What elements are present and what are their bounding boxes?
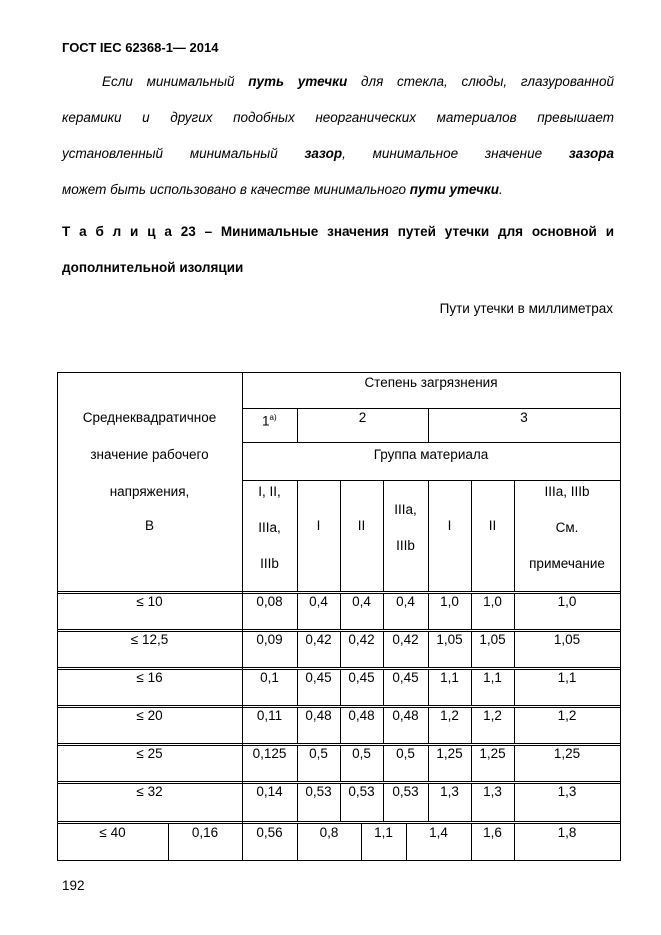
creepage-value: 1,2 [557,708,577,723]
creepage-value: 1,2 [483,708,502,723]
table-row-rule [57,821,621,822]
creepage-value: 1,25 [436,746,463,761]
creepage-value: 1,6 [483,825,502,840]
table-rule [297,480,298,591]
material-group-label: См. [555,520,579,535]
table-rule [340,480,341,591]
creepage-value: 0,4 [396,594,415,609]
material-group-label: II [488,518,497,533]
material-group-label: примечание [529,556,605,571]
creepage-value: 0,45 [305,670,332,685]
document-header: ГОСТ IEC 62368-1— 2014 [62,40,219,55]
creepage-value: 0,53 [305,784,332,799]
material-group-label: I [316,518,321,533]
creepage-value: 0,08 [256,594,283,609]
material-group-label: I, II, [258,484,281,499]
material-group-label: IIIa, [394,502,417,517]
rms-voltage-header: Среднеквадратичное [82,410,217,425]
material-group-label: IIIb [260,556,279,571]
paragraph-text: , минимальное значение [342,146,569,161]
caption-prefix: Т а б л и ц а [62,224,172,239]
creepage-value: 1,1 [374,825,393,840]
creepage-value: 1,4 [429,825,448,840]
creepage-value: 1,1 [557,670,577,685]
material-group-label: IIIa, IIIb [544,484,590,499]
voltage-cell: ≤ 10 [136,594,163,609]
creepage-value: 0,4 [309,594,328,609]
creepage-value: 0,125 [252,746,287,761]
creepage-value: 0,45 [392,670,419,685]
creepage-value: 1,25 [479,746,506,761]
creepage-value: 0,4 [352,594,371,609]
table-rule [242,480,620,481]
table-row-rule [57,629,621,630]
pollution-degree-2: 2 [358,410,367,425]
table-row-rule [57,743,621,744]
creepage-value: 1,8 [557,825,577,840]
paragraph-text: . [499,182,503,197]
defined-term: пути утечки [409,182,500,197]
voltage-cell: ≤ 40 [99,825,126,840]
creepage-value: 0,14 [256,784,283,799]
pollution-degree-1-label: 1 [262,413,270,429]
creepage-value: 1,05 [436,632,463,647]
creepage-value: 0,09 [256,632,283,647]
table-bottom-border [57,860,621,861]
caption-line-2: дополнительной изоляции [62,260,244,275]
paragraph-text: может быть использовано в качестве минимального [62,182,410,197]
material-group-label: II [357,518,366,533]
pollution-degree-1 [242,410,297,429]
table-rule [428,480,429,591]
paragraph-text: установленный минимальный [62,146,305,161]
creepage-value: 0,45 [348,670,375,685]
creepage-value: 0,53 [392,784,419,799]
rms-voltage-header: напряжения, [109,484,190,499]
table-row-rule [57,781,621,782]
table-row-rule [57,667,621,668]
creepage-value: 1,0 [483,594,502,609]
creepage-value: 0,11 [256,708,283,723]
defined-term: зазора [568,146,614,161]
defined-term: зазор [304,146,343,161]
table-row-rule [57,705,621,706]
creepage-value: 0,56 [256,825,283,840]
table-rule [471,480,472,591]
voltage-cell: ≤ 12,5 [130,632,169,647]
creepage-value: 0,48 [305,708,332,723]
creepage-value: 1,05 [479,632,506,647]
creepage-value: 0,42 [305,632,332,647]
creepage-value: 0,53 [348,784,375,799]
creepage-value: 1,3 [440,784,459,799]
creepage-value: 0,48 [348,708,375,723]
page-number: 192 [62,878,85,893]
material-group-label: IIIa, [258,520,281,535]
material-group-label: I [447,518,452,533]
creepage-value: 0,42 [348,632,375,647]
table-rule [242,408,620,409]
creepage-value: 0,5 [396,746,415,761]
creepage-value: 0,16 [191,825,219,840]
material-group-header: Группа материала [373,447,489,462]
voltage-cell: ≤ 25 [136,746,163,761]
footnote-marker: а) [269,413,277,422]
material-group-label: IIIb [396,538,415,553]
creepage-value: 0,48 [392,708,419,723]
creepage-value: 0,5 [352,746,371,761]
creepage-value: 0,8 [319,825,339,840]
table-row-rule [57,591,621,592]
creepage-value: 1,3 [557,784,577,799]
caption-title: 23 – Минимальные значения путей утечки для основной и [171,224,614,239]
rms-voltage-header: значение рабочего [90,447,209,462]
rms-voltage-header: В [144,518,154,533]
table-rule [242,442,620,443]
creepage-value: 1,1 [483,670,502,685]
pollution-degree-3: 3 [520,410,528,425]
pollution-degree-header: Степень загрязнения [364,375,498,390]
creepage-value: 1,0 [440,594,459,609]
table-rule [383,480,384,591]
table-right-border [620,372,621,861]
paragraph-text: Если минимальный [102,74,249,89]
creepage-value: 1,2 [440,708,459,723]
units-note: Пути утечки в миллиметрах [439,301,613,316]
creepage-value: 1,1 [440,670,459,685]
creepage-value: 1,0 [557,594,577,609]
table-row-rule [57,823,621,824]
creepage-value: 0,42 [392,632,419,647]
voltage-cell: ≤ 16 [136,670,163,685]
creepage-value: 1,25 [553,746,581,761]
table-top-border [57,372,621,373]
creepage-value: 1,05 [553,632,581,647]
voltage-cell: ≤ 32 [136,784,163,799]
paragraph-text: керамики и других подобных неорганических материалов превышает [62,110,614,125]
creepage-value: 0,5 [309,746,328,761]
paragraph-text: для стекла, слюды, глазурованной [347,74,614,89]
defined-term: путь утечки [248,74,348,89]
creepage-value: 1,3 [483,784,502,799]
voltage-cell: ≤ 20 [136,708,163,723]
creepage-value: 0,1 [260,670,279,685]
